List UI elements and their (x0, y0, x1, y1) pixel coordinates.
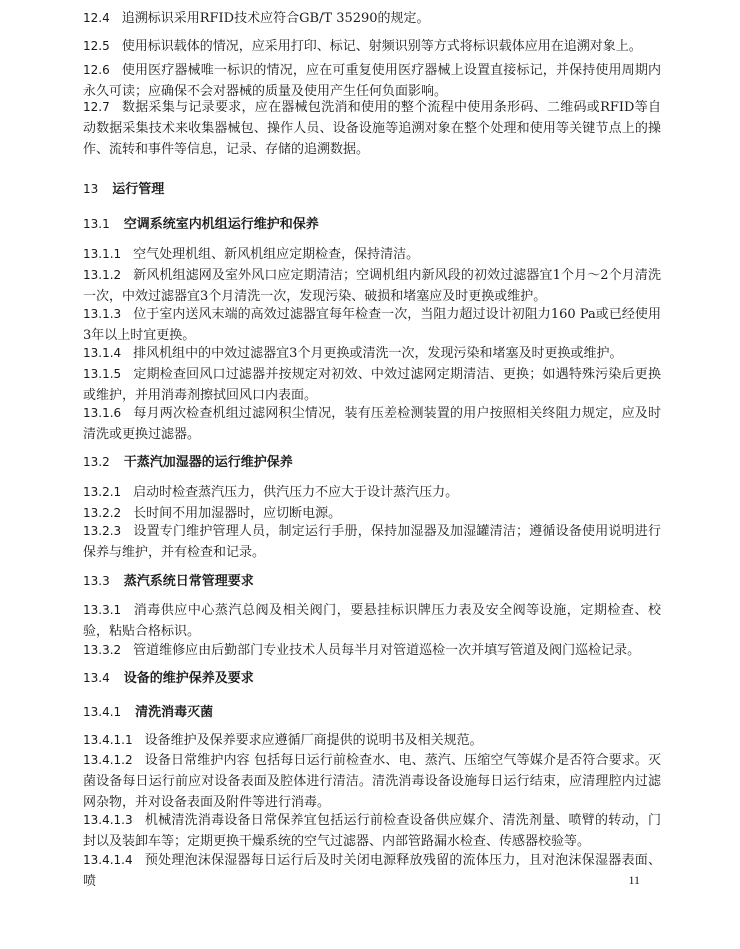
section-number: 13.3 (83, 574, 110, 588)
clause-number: 13.2.3 (83, 524, 122, 538)
section-title: 运行管理 (112, 182, 165, 197)
clause-number: 13.1.1 (83, 247, 122, 261)
page-number: 11 (628, 873, 640, 887)
clause-13-3-1 (83, 600, 661, 642)
clause-text: 消毒供应中心蒸汽总阀及相关阀门，要悬挂标识牌压力表及安全阀等设施，定期检查、校验，粘贴合格标识。 (83, 603, 661, 639)
clause-number: 13.2.2 (83, 506, 122, 520)
clause-13-4-1-1 (83, 730, 661, 751)
clause-number: 13.2.1 (83, 485, 122, 499)
clause-number: 12.4 (83, 11, 110, 25)
clause-text: 设备日常维护内容 包括每日运行前检查水、电、蒸汽、压缩空气等媒介是否符合要求。灭菌设备每日运行前应对设备表面及腔体进行清洁。清洗消毒设备设施每日运行结束，应清理腔内过滤网杂物，并对设备表面及附件等进行消毒。 (83, 753, 661, 810)
section-title: 清洗消毒灭菌 (135, 705, 214, 720)
clause-text: 位于室内送风末端的高效过滤器宜每年检查一次，当阻力超过设计初阻力160 Pa或已经使用3年以上时宜更换。 (83, 307, 661, 343)
section-heading-13-3 (83, 571, 254, 592)
section-heading-13-4-1 (83, 702, 213, 723)
clause-text: 机械清洗消毒设备日常保养宜包括运行前检查设备供应媒介、清洗剂量、喷臂的转动，门封以及装卸车等；定期更换干燥系统的空气过滤器、内部管路漏水检查、传感器校验等。 (83, 813, 661, 849)
section-heading-13-2 (83, 452, 293, 473)
section-title: 空调系统室内机组运行维护和保养 (123, 217, 319, 232)
clause-number: 12.6 (83, 63, 110, 77)
clause-13-1-4 (83, 343, 661, 364)
section-title: 设备的维护保养及要求 (123, 671, 254, 686)
clause-number: 13.3.1 (83, 603, 122, 617)
clause-text: 追溯标识采用RFID技术应符合GB/T 35290的规定。 (121, 11, 430, 26)
clause-12-4 (83, 8, 661, 29)
clause-text: 管道维修应由后勤部门专业技术人员每半月对管道巡检一次并填写管道及阀门巡检记录。 (133, 643, 641, 658)
clause-13-1-6 (83, 403, 661, 445)
clause-13-3-2 (83, 640, 661, 661)
clause-text: 定期检查回风口过滤器并按规定对初效、中效过滤网定期清洁、更换；如遇特殊污染后更换或维护，并用消毒剂擦拭回风口内表面。 (83, 367, 661, 403)
clause-number: 13.1.4 (83, 346, 122, 360)
clause-number: 12.5 (83, 39, 110, 53)
clause-13-1-2 (83, 265, 661, 307)
clause-number: 13.4.1.2 (83, 753, 133, 767)
section-number: 13.2 (83, 455, 110, 469)
clause-13-1-5 (83, 364, 661, 406)
section-number: 13.1 (83, 217, 110, 231)
clause-text: 预处理泡沫保湿器每日运行后及时关闭电源释放残留的流体压力，且对泡沫保湿器表面、喷 (83, 853, 661, 889)
clause-number: 13.4.1.4 (83, 853, 133, 867)
section-number: 13.4 (83, 671, 110, 685)
clause-13-4-1-3 (83, 810, 661, 852)
clause-13-2-1 (83, 482, 661, 503)
clause-12-6 (83, 60, 661, 102)
clause-text: 设备维护及保养要求应遵循厂商提供的说明书及相关规范。 (144, 733, 483, 748)
clause-text: 设置专门维护管理人员，制定运行手册，保持加湿器及加湿罐清洁；遵循设备使用说明进行保养与维护，并有检查和记录。 (83, 524, 661, 560)
clause-13-1-1 (83, 244, 661, 265)
section-title: 蒸汽系统日常管理要求 (123, 574, 254, 589)
section-number: 13.4.1 (83, 705, 122, 719)
clause-13-1-3 (83, 304, 661, 346)
clause-text: 使用标识载体的情况，应采用打印、标记、射频识别等方式将标识载体应用在追溯对象上。 (121, 39, 642, 54)
clause-text: 使用医疗器械唯一标识的情况，应在可重复使用医疗器械上设置直接标记，并保持使用周期内永久可读；应确保不会对器械的质量及使用产生任何负面影响。 (83, 63, 661, 99)
clause-text: 每月两次检查机组过滤网积尘情况，装有压差检测装置的用户按照相关终阻力规定，应及时清洗或更换过滤器。 (83, 406, 661, 442)
clause-text: 排风机组中的中效过滤器宜3个月更换或清洗一次，发现污染和堵塞及时更换或维护。 (133, 346, 623, 361)
clause-number: 13.1.3 (83, 307, 122, 321)
clause-13-4-1-2 (83, 750, 661, 813)
clause-text: 启动时检查蒸汽压力，供汽压力不应大于设计蒸汽压力。 (133, 485, 459, 500)
clause-number: 13.3.2 (83, 643, 122, 657)
section-title: 干蒸汽加湿器的运行维护保养 (123, 455, 293, 470)
section-number: 13 (83, 182, 99, 196)
clause-text: 新风机组滤网及室外风口应定期清洁；空调机组内新风段的初效过滤器宜1个月～2个月清洗一次，中效过滤器宜3个月清洗一次，发现污染、破损和堵塞应及时更换或维护。 (83, 268, 661, 304)
clause-number: 13.4.1.3 (83, 813, 133, 827)
section-heading-13-1 (83, 214, 319, 235)
clause-13-2-3 (83, 521, 661, 563)
clause-12-5 (83, 36, 661, 57)
clause-text: 长时间不用加湿器时，应切断电源。 (133, 506, 342, 521)
clause-number: 13.1.2 (83, 268, 122, 282)
clause-number: 13.4.1.1 (83, 733, 133, 747)
clause-number: 13.1.6 (83, 406, 122, 420)
clause-number: 13.1.5 (83, 367, 122, 381)
clause-text: 数据采集与记录要求，应在器械包洗消和使用的整个流程中使用条形码、二维码或RFID等自动数据采集技术来收集器械包、操作人员、设备设施等追溯对象在整个处理和使用等关键节点上的操作、流转和事件等信息，记录、存储的追溯数据。 (83, 100, 661, 157)
clause-text: 空气处理机组、新风机组应定期检查，保持清洁。 (133, 247, 420, 262)
section-heading-13 (83, 179, 164, 200)
clause-12-7 (83, 97, 661, 160)
clause-number: 12.7 (83, 100, 110, 114)
section-heading-13-4 (83, 668, 254, 689)
